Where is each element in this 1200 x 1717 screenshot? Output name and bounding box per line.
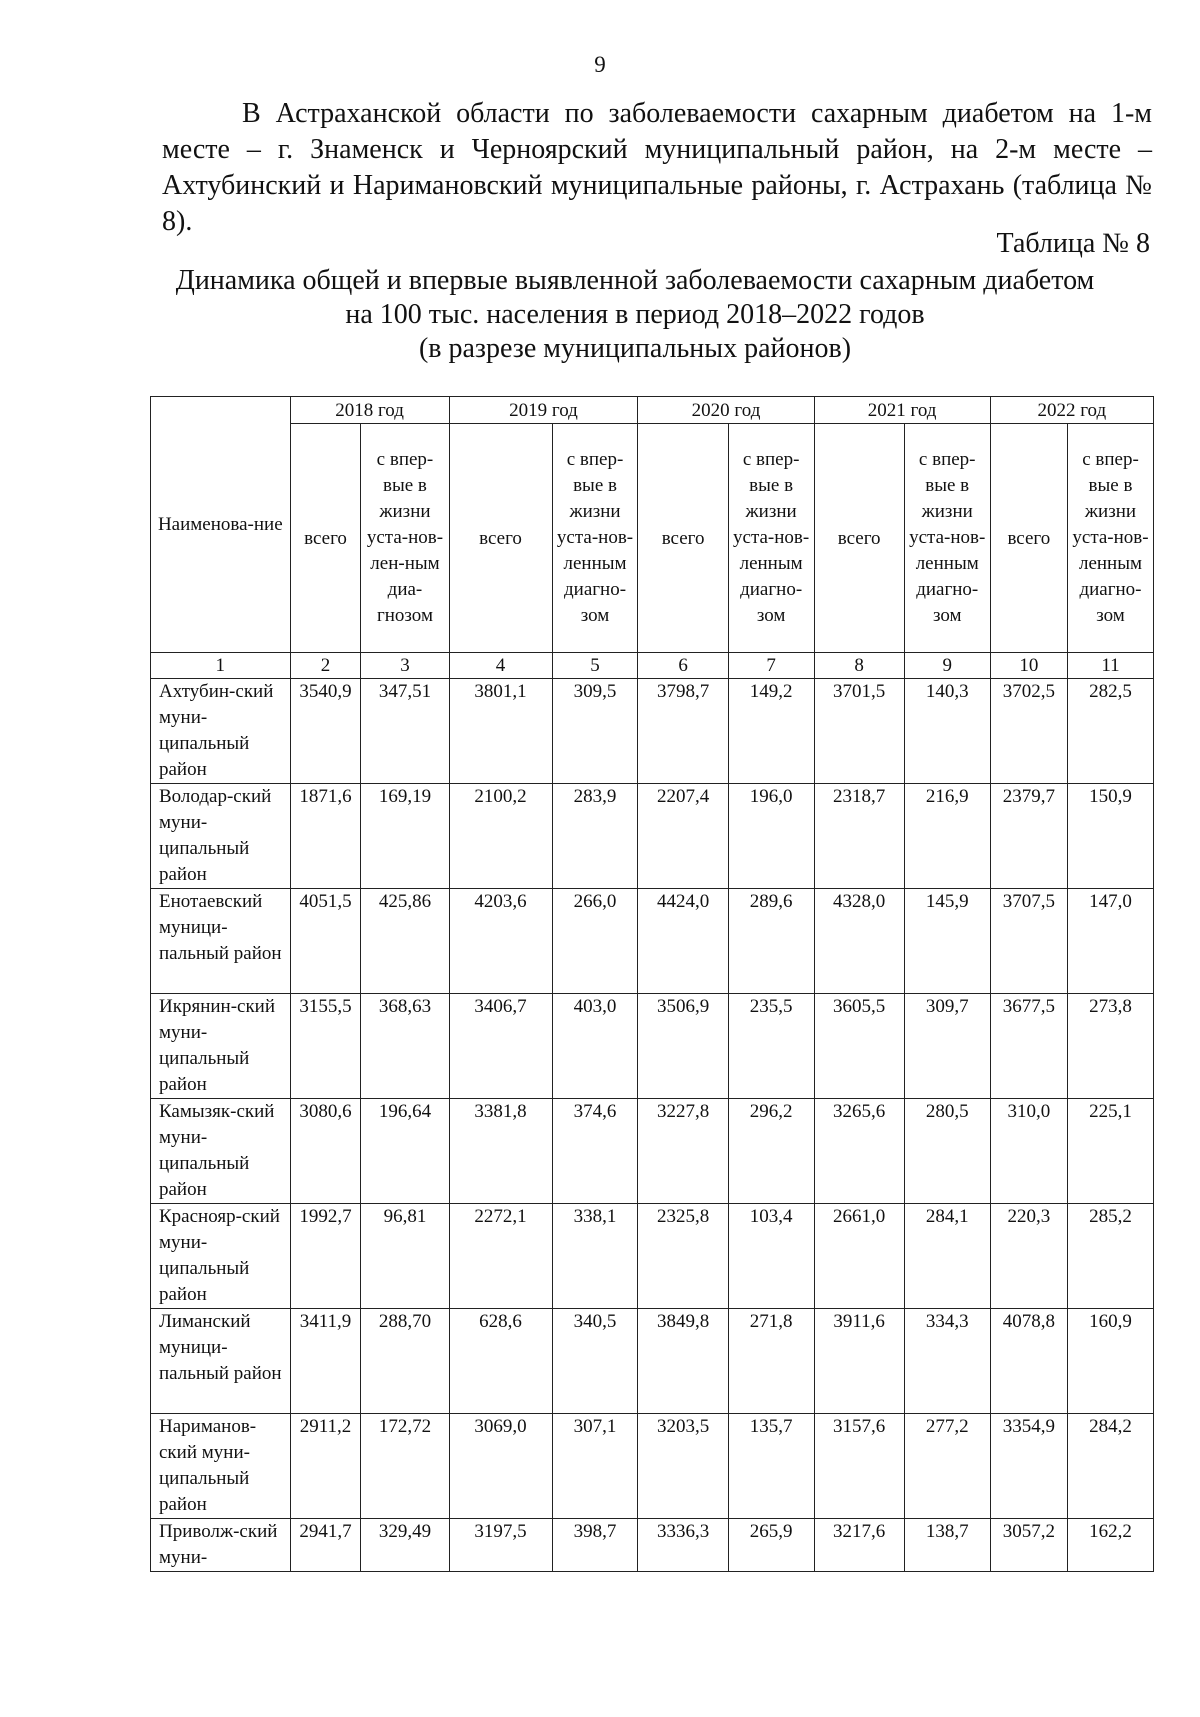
cell-new-cases: 235,5: [728, 994, 814, 1099]
cell-total: 3406,7: [449, 994, 552, 1099]
header-year: 2022 год: [990, 397, 1153, 424]
table-row: [151, 1309, 1154, 1414]
cell-new-cases: 374,6: [552, 1099, 638, 1204]
cell-new-cases: 282,5: [1067, 679, 1153, 784]
cell-new-cases: 307,1: [552, 1414, 638, 1519]
column-number: 10: [990, 653, 1067, 679]
table-title-line: Динамика общей и впервые выявленной заболеваемости сахарным диабетом: [175, 265, 1095, 296]
morbidity-table: [150, 396, 1154, 1572]
cell-new-cases: 160,9: [1067, 1309, 1153, 1414]
header-new-cases: с впер-вые в жизни уста-нов-ленным диагно-зом: [552, 424, 638, 653]
cell-new-cases: 368,63: [361, 994, 449, 1099]
table-title-line: на 100 тыс. населения в период 2018–2022 годов: [345, 299, 925, 330]
column-number: 4: [449, 653, 552, 679]
header-new-cases: с впер-вые в жизни уста-нов-ленным диагно-зом: [728, 424, 814, 653]
table-row: [151, 679, 1154, 784]
header-total: всего: [449, 424, 552, 653]
cell-total: 3605,5: [814, 994, 904, 1099]
cell-total: 3707,5: [990, 889, 1067, 994]
district-name: Камызяк-ский муни-ципальный район: [151, 1099, 291, 1204]
cell-new-cases: 138,7: [904, 1519, 990, 1572]
cell-new-cases: 285,2: [1067, 1204, 1153, 1309]
cell-new-cases: 277,2: [904, 1414, 990, 1519]
cell-new-cases: 147,0: [1067, 889, 1153, 994]
cell-new-cases: 347,51: [361, 679, 449, 784]
header-year: 2020 год: [638, 397, 814, 424]
cell-new-cases: 273,8: [1067, 994, 1153, 1099]
cell-new-cases: 196,64: [361, 1099, 449, 1204]
table-row: [151, 1414, 1154, 1519]
cell-total: 2379,7: [990, 784, 1067, 889]
cell-total: 3265,6: [814, 1099, 904, 1204]
cell-total: 3336,3: [638, 1519, 728, 1572]
cell-new-cases: 96,81: [361, 1204, 449, 1309]
cell-total: 4203,6: [449, 889, 552, 994]
cell-total: 3411,9: [290, 1309, 361, 1414]
cell-total: 2207,4: [638, 784, 728, 889]
cell-new-cases: 225,1: [1067, 1099, 1153, 1204]
cell-total: 1992,7: [290, 1204, 361, 1309]
cell-total: 3057,2: [990, 1519, 1067, 1572]
cell-total: 4051,5: [290, 889, 361, 994]
cell-new-cases: 288,70: [361, 1309, 449, 1414]
cell-total: 2272,1: [449, 1204, 552, 1309]
cell-total: 3701,5: [814, 679, 904, 784]
district-name: Володар-ский муни-ципальный район: [151, 784, 291, 889]
column-number: 5: [552, 653, 638, 679]
cell-total: 3080,6: [290, 1099, 361, 1204]
cell-total: 1871,6: [290, 784, 361, 889]
district-name: Енотаевский муници-пальный район: [151, 889, 291, 994]
cell-new-cases: 162,2: [1067, 1519, 1153, 1572]
cell-new-cases: 265,9: [728, 1519, 814, 1572]
table-row: [151, 1099, 1154, 1204]
cell-total: 3702,5: [990, 679, 1067, 784]
cell-new-cases: 149,2: [728, 679, 814, 784]
district-name: Краснояр-ский муни-ципальный район: [151, 1204, 291, 1309]
cell-total: 2941,7: [290, 1519, 361, 1572]
cell-total: 3911,6: [814, 1309, 904, 1414]
cell-total: 3217,6: [814, 1519, 904, 1572]
table-row: [151, 1204, 1154, 1309]
column-number: 7: [728, 653, 814, 679]
cell-new-cases: 280,5: [904, 1099, 990, 1204]
column-number-row: [151, 653, 1154, 679]
cell-new-cases: 169,19: [361, 784, 449, 889]
district-name: Нариманов-ский муни-ципальный район: [151, 1414, 291, 1519]
table-row: [151, 1519, 1154, 1572]
cell-total: 4078,8: [990, 1309, 1067, 1414]
cell-new-cases: 398,7: [552, 1519, 638, 1572]
cell-new-cases: 150,9: [1067, 784, 1153, 889]
cell-new-cases: 103,4: [728, 1204, 814, 1309]
table-title: [150, 264, 1120, 366]
cell-total: 310,0: [990, 1099, 1067, 1204]
cell-total: 4424,0: [638, 889, 728, 994]
district-name: Икрянин-ский муни-ципальный район: [151, 994, 291, 1099]
cell-total: 3381,8: [449, 1099, 552, 1204]
table-row: [151, 994, 1154, 1099]
header-total: всего: [990, 424, 1067, 653]
cell-total: 4328,0: [814, 889, 904, 994]
cell-new-cases: 340,5: [552, 1309, 638, 1414]
cell-total: 2661,0: [814, 1204, 904, 1309]
cell-new-cases: 283,9: [552, 784, 638, 889]
table-label: Таблица № 8: [996, 228, 1150, 259]
cell-new-cases: 266,0: [552, 889, 638, 994]
header-new-cases: с впер-вые в жизни уста-нов-ленным диагно-зом: [1067, 424, 1153, 653]
table-title-line: (в разрезе муниципальных районов): [418, 333, 852, 364]
header-year: 2018 год: [290, 397, 449, 424]
cell-new-cases: 338,1: [552, 1204, 638, 1309]
cell-new-cases: 284,2: [1067, 1414, 1153, 1519]
table-row: [151, 889, 1154, 994]
column-number: 6: [638, 653, 728, 679]
cell-total: 3540,9: [290, 679, 361, 784]
column-number: 1: [151, 653, 291, 679]
district-name: Лиманский муници-пальный район: [151, 1309, 291, 1414]
column-number: 2: [290, 653, 361, 679]
column-number: 8: [814, 653, 904, 679]
page-number: 9: [594, 52, 606, 77]
header-year: 2019 год: [449, 397, 638, 424]
table-row: [151, 784, 1154, 889]
header-new-cases: с впер-вые в жизни уста-нов-лен-ным диа-гнозом: [361, 424, 449, 653]
cell-total: 628,6: [449, 1309, 552, 1414]
cell-total: 3354,9: [990, 1414, 1067, 1519]
column-number: 3: [361, 653, 449, 679]
cell-new-cases: 145,9: [904, 889, 990, 994]
cell-total: 3798,7: [638, 679, 728, 784]
district-name: Ахтубин-ский муни-ципальный район: [151, 679, 291, 784]
cell-new-cases: 289,6: [728, 889, 814, 994]
header-new-cases: с впер-вые в жизни уста-нов-ленным диагно-зом: [904, 424, 990, 653]
cell-new-cases: 296,2: [728, 1099, 814, 1204]
cell-new-cases: 403,0: [552, 994, 638, 1099]
cell-total: 3069,0: [449, 1414, 552, 1519]
header-total: всего: [638, 424, 728, 653]
header-total: всего: [290, 424, 361, 653]
column-number: 11: [1067, 653, 1153, 679]
cell-new-cases: 140,3: [904, 679, 990, 784]
district-name: Приволж-ский муни-: [151, 1519, 291, 1572]
cell-new-cases: 135,7: [728, 1414, 814, 1519]
cell-total: 3203,5: [638, 1414, 728, 1519]
cell-total: 2318,7: [814, 784, 904, 889]
cell-new-cases: 329,49: [361, 1519, 449, 1572]
intro-paragraph: В Астраханской области по заболеваемости сахарным диабетом на 1-м месте – г. Знаменск и Черноярский муниципальный район, на 2-м месте – Ахтубинский и Наримановский муниципальные районы, г. Астрахань (таблица № 8).: [162, 98, 1152, 237]
cell-total: 220,3: [990, 1204, 1067, 1309]
cell-total: 3157,6: [814, 1414, 904, 1519]
cell-new-cases: 309,7: [904, 994, 990, 1099]
cell-total: 3801,1: [449, 679, 552, 784]
cell-new-cases: 425,86: [361, 889, 449, 994]
cell-total: 3197,5: [449, 1519, 552, 1572]
cell-total: 3677,5: [990, 994, 1067, 1099]
cell-total: 2325,8: [638, 1204, 728, 1309]
cell-total: 3506,9: [638, 994, 728, 1099]
cell-new-cases: 196,0: [728, 784, 814, 889]
header-name: Наименова-ние: [151, 397, 291, 653]
cell-total: 3849,8: [638, 1309, 728, 1414]
cell-new-cases: 334,3: [904, 1309, 990, 1414]
header-total: всего: [814, 424, 904, 653]
column-number: 9: [904, 653, 990, 679]
cell-total: 3155,5: [290, 994, 361, 1099]
cell-total: 2911,2: [290, 1414, 361, 1519]
cell-new-cases: 284,1: [904, 1204, 990, 1309]
cell-new-cases: 271,8: [728, 1309, 814, 1414]
header-year: 2021 год: [814, 397, 990, 424]
cell-total: 3227,8: [638, 1099, 728, 1204]
cell-total: 2100,2: [449, 784, 552, 889]
cell-new-cases: 172,72: [361, 1414, 449, 1519]
cell-new-cases: 216,9: [904, 784, 990, 889]
cell-new-cases: 309,5: [552, 679, 638, 784]
